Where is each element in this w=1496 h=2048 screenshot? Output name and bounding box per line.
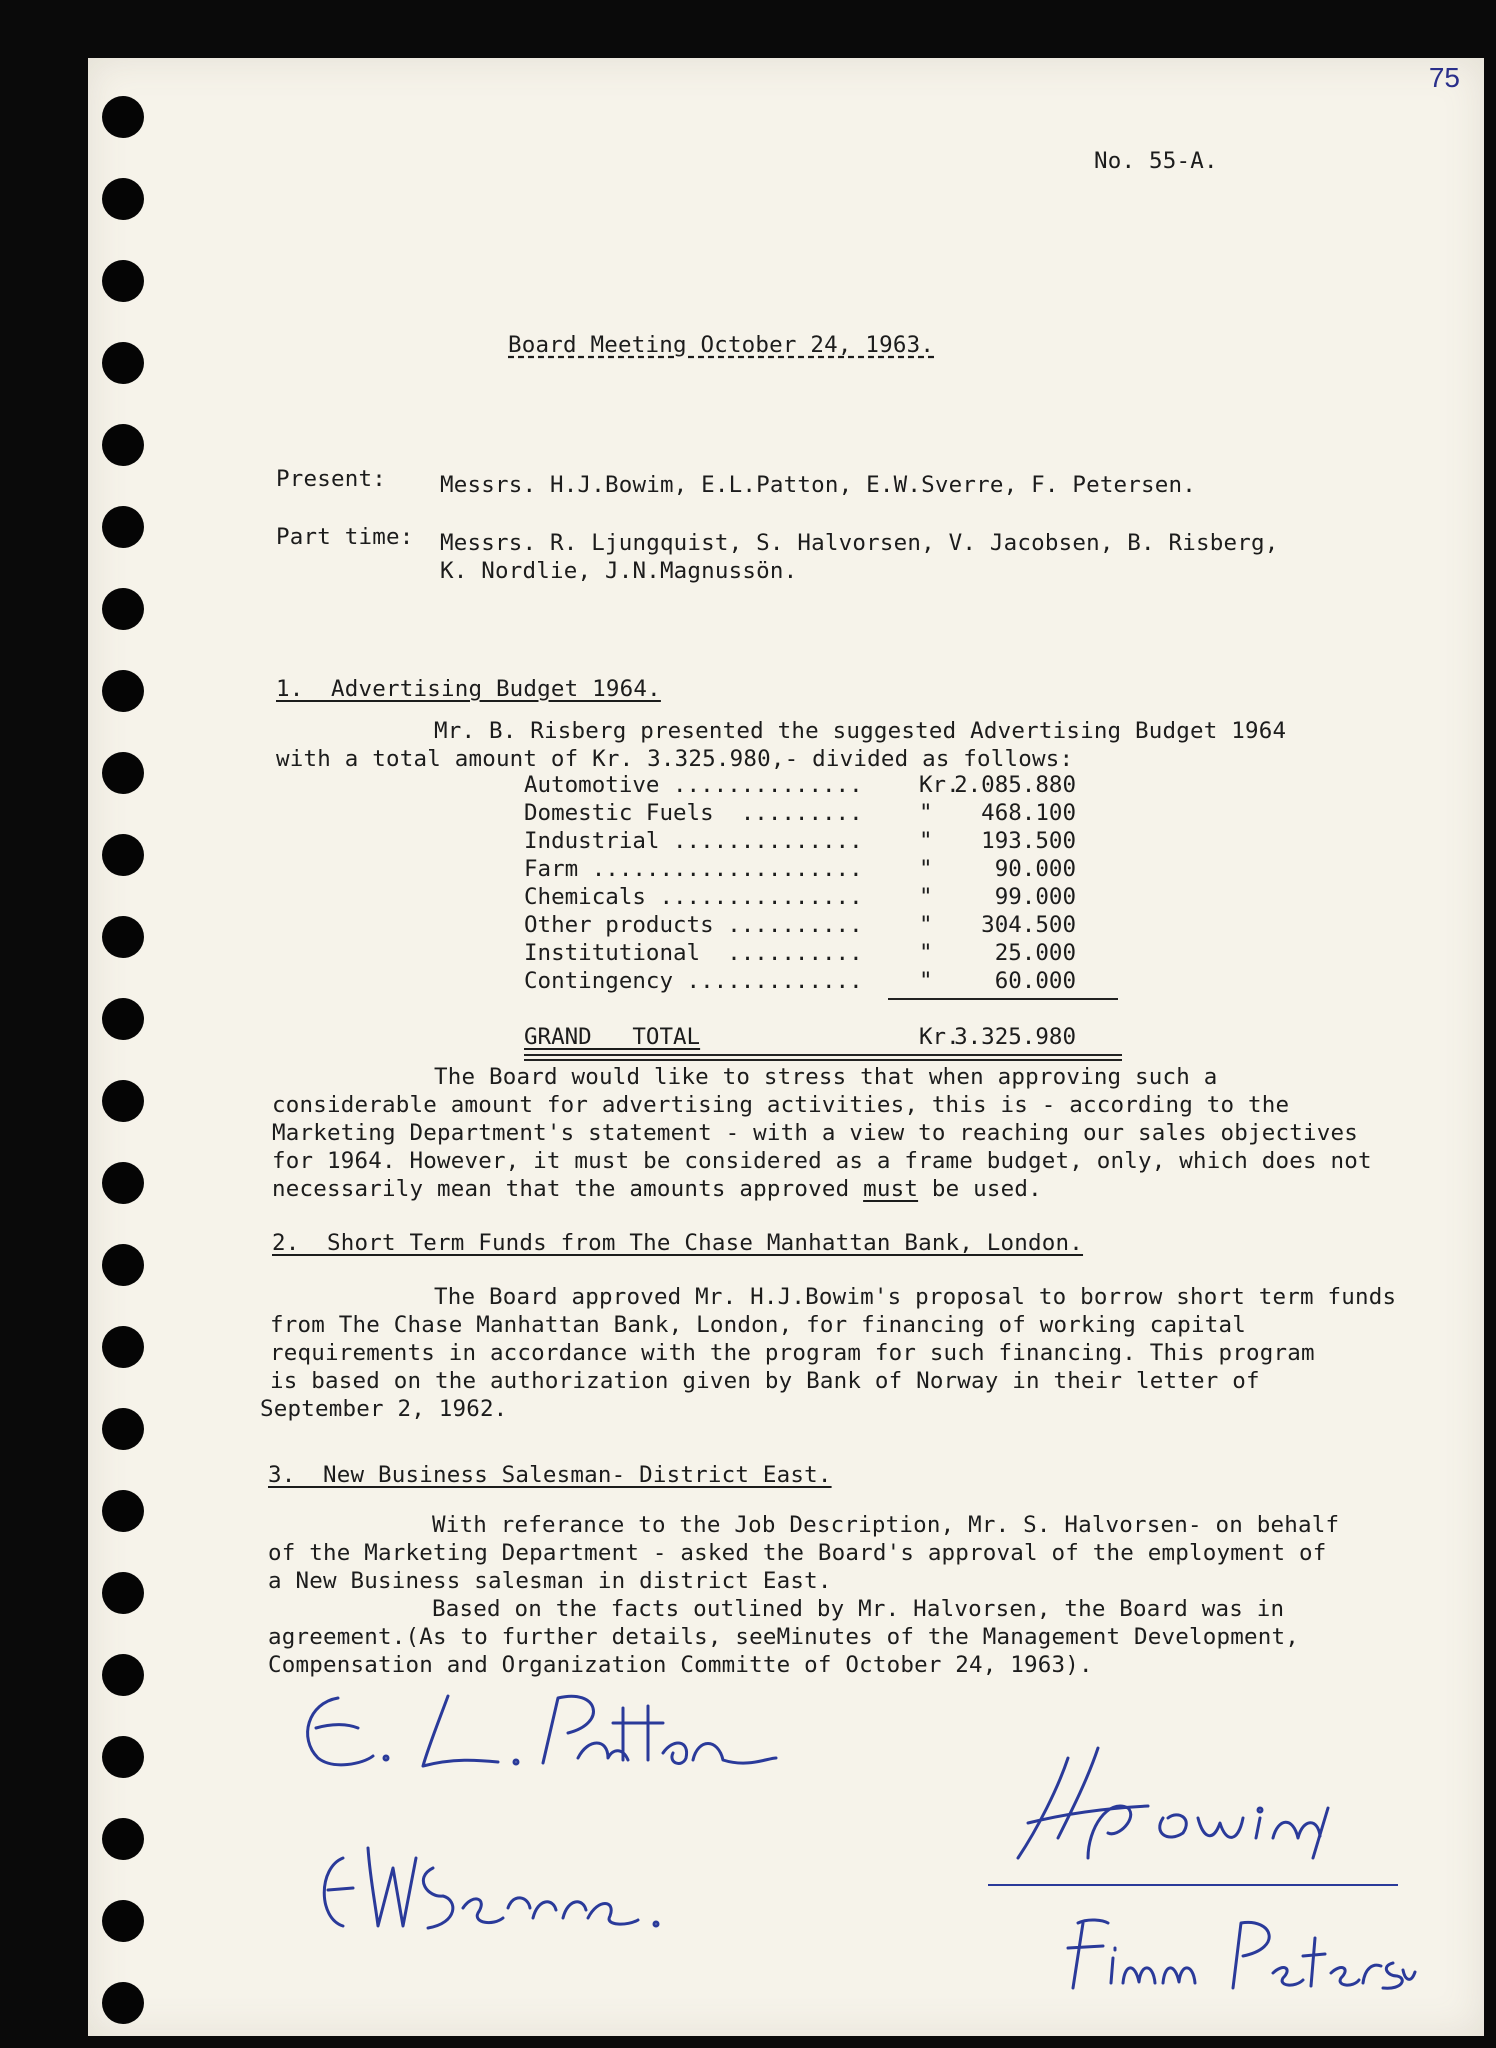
budget-item-currency: "	[919, 884, 933, 910]
section1-heading: 1. Advertising Budget 1964.	[276, 676, 661, 702]
signature-line	[988, 1884, 1398, 1886]
budget-item-label: Domestic Fuels .........	[524, 800, 863, 826]
budget-row	[524, 856, 1124, 884]
binder-hole	[102, 1900, 144, 1942]
total-double-rule	[524, 1054, 1122, 1056]
section3-line3: a New Business salesman in district East.	[268, 1568, 832, 1594]
grand-total-label: GRAND TOTAL	[524, 1024, 701, 1050]
present-label: Present:	[276, 466, 386, 492]
binder-hole	[102, 1326, 144, 1368]
para-text: necessarily mean that the amounts approved	[272, 1176, 864, 1202]
section1-intro-line1: Mr. B. Risberg presented the suggested Advertising Budget 1964	[434, 718, 1287, 744]
budget-item-currency: "	[919, 828, 933, 854]
document-number: No. 55-A.	[1094, 148, 1218, 174]
budget-item-label: Farm ....................	[524, 856, 863, 882]
section1-para-line5	[272, 1176, 1042, 1204]
budget-item-amount: 304.500	[981, 912, 1076, 938]
budget-item-currency: "	[919, 912, 933, 938]
grand-total-row	[524, 1024, 1124, 1052]
binder-hole	[102, 1572, 144, 1614]
emphasis-must: must	[863, 1176, 919, 1202]
section3-line2: of the Marketing Department - asked the Board's approval of the employment of	[268, 1540, 1327, 1566]
binder-hole	[102, 260, 144, 302]
binder-hole	[102, 1490, 144, 1532]
budget-row	[524, 828, 1124, 856]
budget-row	[524, 940, 1124, 968]
binder-hole	[102, 1408, 144, 1450]
grand-total-amount: 3.325.980	[954, 1024, 1076, 1050]
signature-bowim	[988, 1738, 1408, 1868]
document-page	[88, 58, 1484, 2036]
section2-heading: 2. Short Term Funds from The Chase Manhattan Bank, London.	[272, 1230, 1084, 1256]
binder-hole	[102, 588, 144, 630]
binder-hole	[102, 752, 144, 794]
section1-intro-line2: with a total amount of Kr. 3.325.980,- divided as follows:	[276, 746, 1074, 772]
section1-para-line4: for 1964. However, it must be considered as a frame budget, only, which does not	[272, 1148, 1372, 1174]
binder-hole	[102, 178, 144, 220]
binder-hole	[102, 1162, 144, 1204]
section3-heading: 3. New Business Salesman- District East.	[268, 1462, 832, 1488]
binder-hole	[102, 506, 144, 548]
para-text: be used.	[918, 1176, 1042, 1202]
binder-hole	[102, 96, 144, 138]
binder-hole	[102, 916, 144, 958]
budget-item-amount: 99.000	[994, 884, 1076, 910]
part-time-names-line2: K. Nordlie, J.N.Magnussön.	[440, 558, 798, 584]
binder-hole	[102, 1736, 144, 1778]
budget-item-label: Other products ..........	[524, 912, 863, 938]
part-time-label: Part time:	[276, 524, 414, 550]
meeting-title: Board Meeting October 24, 1963.	[508, 332, 935, 358]
budget-item-label: Automotive ..............	[524, 772, 863, 798]
budget-row	[524, 968, 1124, 996]
section1-para-line2: considerable amount for advertising activities, this is - according to the	[272, 1092, 1290, 1118]
budget-item-label: Institutional ..........	[524, 940, 863, 966]
budget-item-currency: "	[919, 968, 933, 994]
section3-line1: With referance to the Job Description, Mr. S. Halvorsen- on behalf	[432, 1512, 1340, 1538]
section2-line4: is based on the authorization given by Bank of Norway in their letter of	[270, 1368, 1260, 1394]
section1-para-line3: Marketing Department's statement - with a view to reaching our sales objectives	[272, 1120, 1358, 1146]
budget-item-amount: 25.000	[994, 940, 1076, 966]
budget-item-amount: 2.085.880	[954, 772, 1076, 798]
section1-para-line1: The Board would like to stress that when approving such a	[434, 1064, 1218, 1090]
budget-row	[524, 884, 1124, 912]
budget-row	[524, 800, 1124, 828]
budget-item-currency: "	[919, 800, 933, 826]
budget-item-currency: Kr.	[919, 772, 960, 798]
signature-sverre	[298, 1828, 698, 1948]
section2-line5: September 2, 1962.	[260, 1396, 508, 1422]
budget-item-amount: 468.100	[981, 800, 1076, 826]
binder-hole	[102, 1654, 144, 1696]
budget-item-label: Industrial ..............	[524, 828, 863, 854]
budget-item-label: Contingency .............	[524, 968, 863, 994]
section2-line1: The Board approved Mr. H.J.Bowim's proposal to borrow short term funds	[434, 1284, 1397, 1310]
budget-item-amount: 90.000	[994, 856, 1076, 882]
budget-item-amount: 193.500	[981, 828, 1076, 854]
page-number: 75	[1428, 62, 1460, 93]
budget-row	[524, 772, 1124, 800]
budget-row	[524, 912, 1124, 940]
budget-item-amount: 60.000	[994, 968, 1076, 994]
total-double-rule	[524, 1059, 1122, 1061]
section2-line2: from The Chase Manhattan Bank, London, for financing of working capital	[270, 1312, 1246, 1338]
subtotal-rule	[888, 998, 1118, 1000]
binder-hole	[102, 670, 144, 712]
budget-item-currency: "	[919, 940, 933, 966]
section3-line4: Based on the facts outlined by Mr. Halvorsen, the Board was in	[432, 1596, 1285, 1622]
binder-hole	[102, 998, 144, 1040]
present-names: Messrs. H.J.Bowim, E.L.Patton, E.W.Sverre, F. Petersen.	[440, 472, 1197, 498]
grand-total-currency: Kr.	[919, 1024, 960, 1050]
budget-item-label: Chemicals ...............	[524, 884, 863, 910]
signature-petersen	[1063, 1908, 1423, 1998]
section3-line6: Compensation and Organization Committe of October 24, 1963).	[268, 1652, 1093, 1678]
section3-line5: agreement.(As to further details, seeMinutes of the Management Development,	[268, 1624, 1299, 1650]
part-time-names-line1: Messrs. R. Ljungquist, S. Halvorsen, V. Jacobsen, B. Risberg,	[440, 530, 1279, 556]
binder-hole	[102, 1818, 144, 1860]
signature-patton	[278, 1678, 778, 1788]
binder-hole	[102, 342, 144, 384]
binder-hole	[102, 424, 144, 466]
binder-hole	[102, 1982, 144, 2024]
budget-item-currency: "	[919, 856, 933, 882]
binder-hole	[102, 1244, 144, 1286]
binder-hole	[102, 1080, 144, 1122]
binder-hole	[102, 834, 144, 876]
section2-line3: requirements in accordance with the program for such financing. This program	[270, 1340, 1315, 1366]
